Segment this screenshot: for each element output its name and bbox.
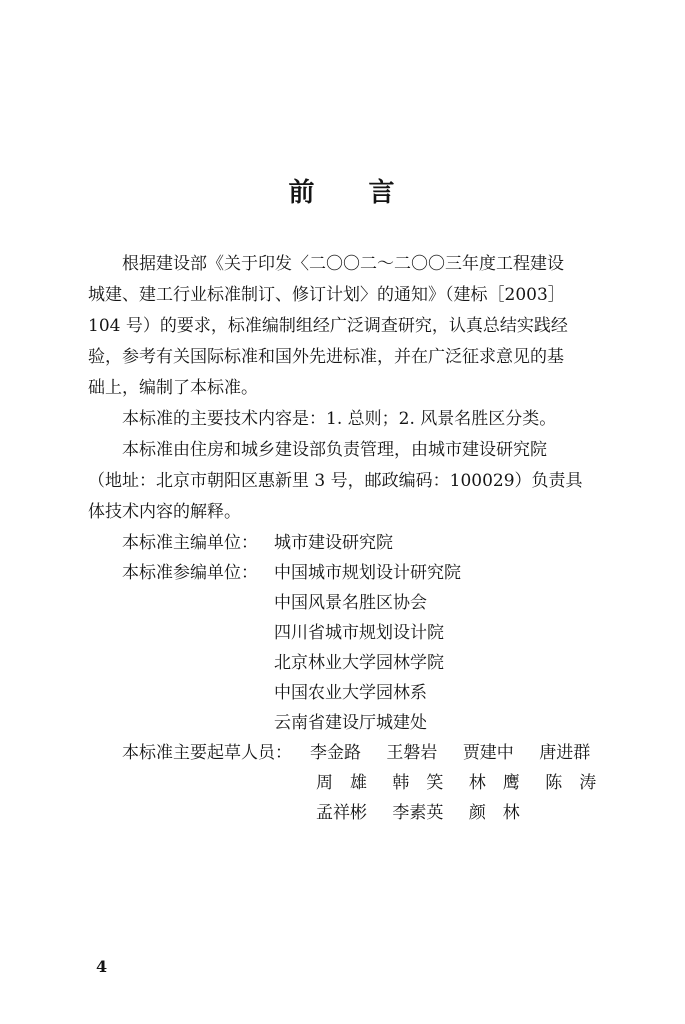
title-char-2: 言 [368,178,397,208]
text-line: 根据建设部《关于印发〈二〇〇二～二〇〇三年度工程建设 [122,254,564,274]
drafter-name: 林 鹰 [468,773,520,793]
drafters-line [310,738,590,768]
text-line: 础上，编制了本标准。 [88,378,258,398]
participating-unit: 四川省城市规划设计院 [274,623,444,643]
text-line: 本标准由住房和城乡建设部负责管理，由城市建设研究院 [122,440,547,460]
participating-units-label: 本标准参编单位： [122,563,258,583]
participating-unit-row [88,618,633,648]
drafters-row [88,798,633,828]
preface-body [88,249,633,828]
drafter-name: 韩 笑 [392,773,444,793]
chief-unit-label: 本标准主编单位： [122,533,258,553]
participating-unit: 中国农业大学园林系 [274,683,427,703]
drafter-name: 陈 涛 [545,773,597,793]
paragraph-2 [88,404,633,435]
title-char-1: 前 [288,178,317,208]
drafters-label: 本标准主要起草人员： [122,743,292,763]
drafters-row [88,738,633,768]
chief-unit-value: 城市建设研究院 [274,533,393,553]
drafter-name: 李金路 [310,743,361,763]
participating-unit: 中国城市规划设计研究院 [274,563,461,583]
drafters-row [88,768,633,798]
drafter-name: 王磐岩 [386,743,438,763]
text-line: 体技术内容的解释。 [88,502,241,522]
text-line: 104 号）的要求，标准编制组经广泛调查研究，认真总结实践经 [88,316,568,336]
participating-unit: 中国风景名胜区协会 [274,593,427,613]
text-line: 本标准的主要技术内容是：1. 总则；2. 风景名胜区分类。 [122,409,557,429]
page-title [0,172,685,209]
paragraph-1 [88,249,633,404]
drafters-line [316,768,596,798]
drafters-line [316,798,520,828]
drafter-name: 贾建中 [462,743,514,763]
paragraph-3 [88,435,633,528]
drafter-name: 李素英 [392,803,444,823]
participating-unit-row [88,558,633,588]
drafter-name: 周 雄 [316,773,367,793]
participating-unit-row [88,588,633,618]
text-line: （地址：北京市朝阳区惠新里 3 号，邮政编码：100029）负责具 [88,471,583,491]
drafter-name: 颜 林 [468,803,520,823]
drafter-name: 孟祥彬 [316,803,367,823]
participating-unit: 云南省建设厅城建处 [274,713,427,733]
page-number: 4 [96,957,108,976]
participating-unit-row [88,708,633,738]
participating-unit-row [88,648,633,678]
text-line: 验，参考有关国际标准和国外先进标准，并在广泛征求意见的基 [88,347,564,367]
text-line: 城建、建工行业标准制订、修订计划〉的通知》（建标［2003］ [88,285,565,305]
drafter-name: 唐进群 [539,743,591,763]
chief-unit-row [88,528,633,558]
participating-unit: 北京林业大学园林学院 [274,653,444,673]
participating-unit-row [88,678,633,708]
